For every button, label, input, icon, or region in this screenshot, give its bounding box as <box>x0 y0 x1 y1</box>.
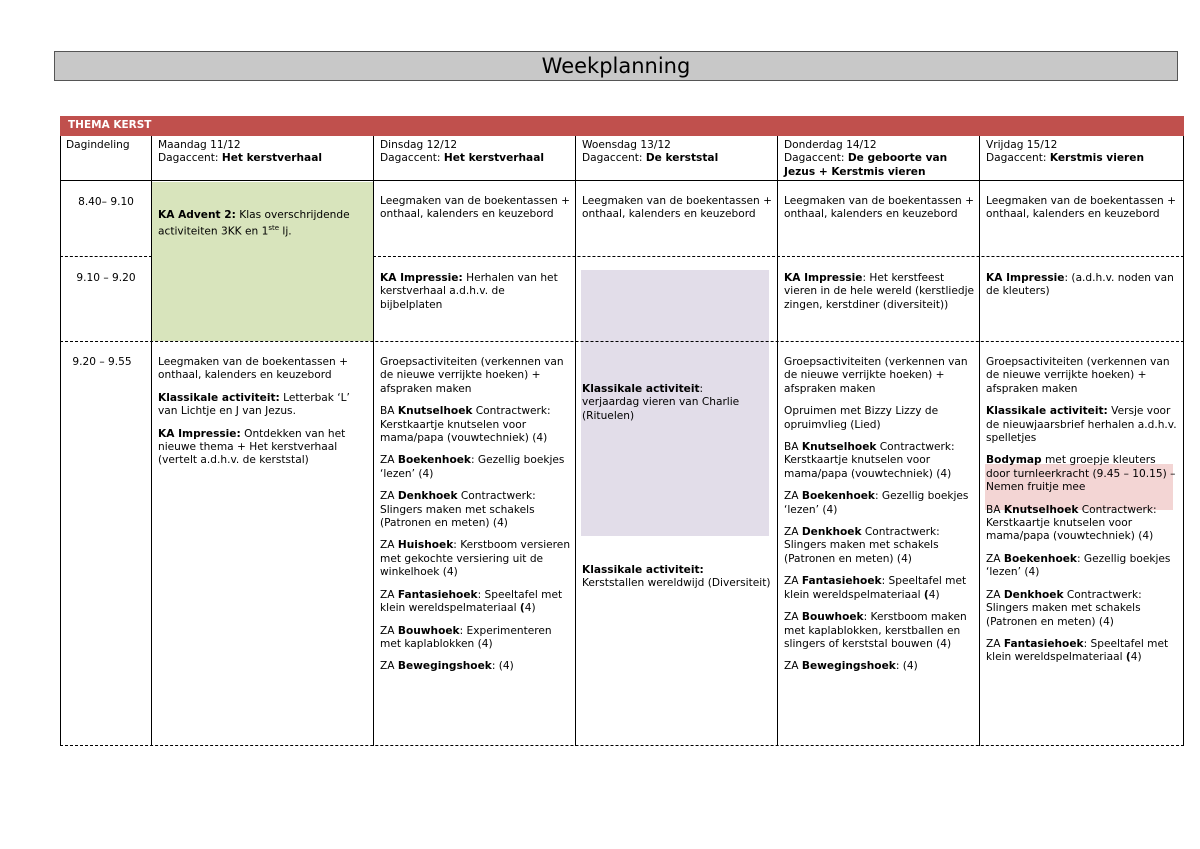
activity-item: Klassikale activiteit: Versje voor de nieuwjaarsbrief herhalen a.d.h.v. spelletjes <box>986 405 1177 445</box>
activity-item: Bodymap met groepje kleuters door turnleerkracht (9.45 – 10.15) – Nemen fruitje mee <box>986 454 1176 494</box>
day-date: Vrijdag 15/12 <box>986 139 1058 151</box>
header-divider <box>60 180 1184 181</box>
wednesday-kerststallen: Klassikale activiteit: Kerststallen wereldwijd (Diversiteit) <box>582 564 771 590</box>
time-slot: 8.40– 9.10 <box>78 196 134 208</box>
day-date: Dinsdag 12/12 <box>380 139 458 151</box>
day-date: Woensdag 13/12 <box>582 139 671 151</box>
page-title: Weekplanning <box>54 51 1178 81</box>
theme-header: THEMA KERST <box>60 116 1184 136</box>
grid-line <box>575 136 576 746</box>
day-header-friday <box>986 139 1180 166</box>
activity-item: Leegmaken van de boekentassen + onthaal, kalenders en keuzebord <box>158 356 348 382</box>
activity-item: ZA Fantasiehoek: Speeltafel met klein wereldspelmateriaal (4) <box>380 588 563 615</box>
dagindeling-header: Dagindeling <box>66 139 130 151</box>
activity-item: ZA Boekenhoek: Gezellig boekjes ‘lezen’ (4) <box>784 490 969 516</box>
activity-item: ZA Bewegingshoek: (4) <box>380 660 514 673</box>
day-accent: Dagaccent: De geboorte van Jezus + Kerstmis vieren <box>784 152 948 178</box>
activity-item: ZA Denkhoek Contractwerk: Slingers maken met schakels (Patronen en meten) (4) <box>380 490 536 530</box>
activity-item: ZA Fantasiehoek: Speeltafel met klein wereldspelmateriaal (4) <box>784 575 967 601</box>
thursday-impressie: KA Impressie: Het kerstfeest vieren in de hele wereld (kerstliedje zingen, kerstdiner (diversiteit)) <box>784 272 975 311</box>
friday-impressie: KA Impressie: (a.d.h.v. noden van de kleuters) <box>986 272 1174 298</box>
activity-item: ZA Fantasiehoek: Speeltafel met klein wereldspelmateriaal (4) <box>986 637 1169 664</box>
activity-item: BA Knutselhoek Contractwerk: Kerstkaartje knutselen voor mama/papa (vouwtechniek) (4) <box>986 503 1157 543</box>
grid-line <box>60 136 61 746</box>
day-accent: Dagaccent: Het kerstverhaal <box>158 152 322 165</box>
row-divider <box>60 745 1184 746</box>
grid-line <box>777 136 778 746</box>
day-accent: Dagaccent: Het kerstverhaal <box>380 152 544 165</box>
row-divider <box>60 256 152 257</box>
monday-block <box>158 356 370 477</box>
time-slot: 9.20 – 9.55 <box>72 356 132 368</box>
activity-item: ZA Denkhoek Contractwerk: Slingers maken met schakels (Patronen en meten) (4) <box>986 588 1142 628</box>
activity-item: BA Knutselhoek Contractwerk: Kerstkaartje knutselen voor mama/papa (vouwtechniek) (4) <box>784 441 955 480</box>
activity-item: ZA Bewegingshoek: (4) <box>784 660 918 673</box>
wednesday-onthaal: Leegmaken van de boekentassen + onthaal, kalenders en keuzebord <box>582 195 772 221</box>
time-slot: 9.10 – 9.20 <box>76 272 136 284</box>
activity-item: Groepsactiviteiten (verkennen van de nieuwe verrijkte hoeken) + afspraken maken <box>784 356 968 395</box>
activity-item: Groepsactiviteiten (verkennen van de nieuwe verrijkte hoeken) + afspraken maken <box>986 356 1170 395</box>
day-header-monday <box>158 139 368 166</box>
wednesday-birthday: Klassikale activiteit: verjaardag vieren van Charlie (Rituelen) <box>582 383 740 422</box>
grid-line <box>373 136 374 746</box>
activity-item: ZA Huishoek: Kerstboom versieren met gekochte versiering uit de winkelhoek (4) <box>380 539 571 579</box>
activity-item: Groepsactiviteiten (verkennen van de nieuwe verrijkte hoeken) + afspraken maken <box>380 356 564 395</box>
day-header-thursday <box>784 139 974 179</box>
tuesday-onthaal: Leegmaken van de boekentassen + onthaal, kalenders en keuzebord <box>380 195 570 221</box>
row-divider <box>60 341 1184 342</box>
thursday-block <box>784 356 976 683</box>
grid-line <box>1183 136 1184 746</box>
friday-block <box>986 356 1178 674</box>
tuesday-block <box>380 356 572 683</box>
monday-advent: KA Advent 2: Klas overschrijdende activiteiten 3KK en 1ste lj. <box>158 209 350 238</box>
day-accent: Dagaccent: De kerststal <box>582 152 719 165</box>
day-date: Donderdag 14/12 <box>784 139 877 151</box>
activity-item: ZA Bouwhoek: Experimenteren met kaplablokken (4) <box>380 624 552 650</box>
day-accent: Dagaccent: Kerstmis vieren <box>986 152 1144 165</box>
thursday-onthaal: Leegmaken van de boekentassen + onthaal, kalenders en keuzebord <box>784 195 974 221</box>
advent-highlight <box>152 182 373 341</box>
activity-item: ZA Denkhoek Contractwerk: Slingers maken met schakels (Patronen en meten) (4) <box>784 526 940 565</box>
activity-item: ZA Bouwhoek: Kerstboom maken met kaplablokken, kerstballen en slingers of kerststal bouwen (4) <box>784 611 967 650</box>
activity-item: Opruimen met Bizzy Lizzy de opruimvlieg (Lied) <box>784 405 939 431</box>
day-header-wednesday <box>582 139 774 166</box>
activity-item: ZA Boekenhoek: Gezellig boekjes ‘lezen’ (4) <box>380 454 565 480</box>
day-header-tuesday <box>380 139 572 166</box>
grid-line <box>979 136 980 746</box>
day-date: Maandag 11/12 <box>158 139 241 151</box>
activity-item: BA Knutselhoek Contractwerk: Kerstkaartje knutselen voor mama/papa (vouwtechniek) (4) <box>380 405 551 445</box>
activity-item: KA Impressie: Ontdekken van het nieuwe thema + Het kerstverhaal (vertelt a.d.h.v. de kerststal) <box>158 427 346 467</box>
activity-item: Klassikale activiteit: Letterbak ‘L’ van Lichtje en J van Jezus. <box>158 391 350 418</box>
activity-item: ZA Boekenhoek: Gezellig boekjes ‘lezen’ (4) <box>986 552 1171 579</box>
friday-onthaal: Leegmaken van de boekentassen + onthaal, kalenders en keuzebord <box>986 195 1176 221</box>
grid-line <box>151 136 152 746</box>
tuesday-impressie: KA Impressie: Herhalen van het kerstverhaal a.d.h.v. de bijbelplaten <box>380 272 558 311</box>
row-divider <box>373 256 1184 257</box>
